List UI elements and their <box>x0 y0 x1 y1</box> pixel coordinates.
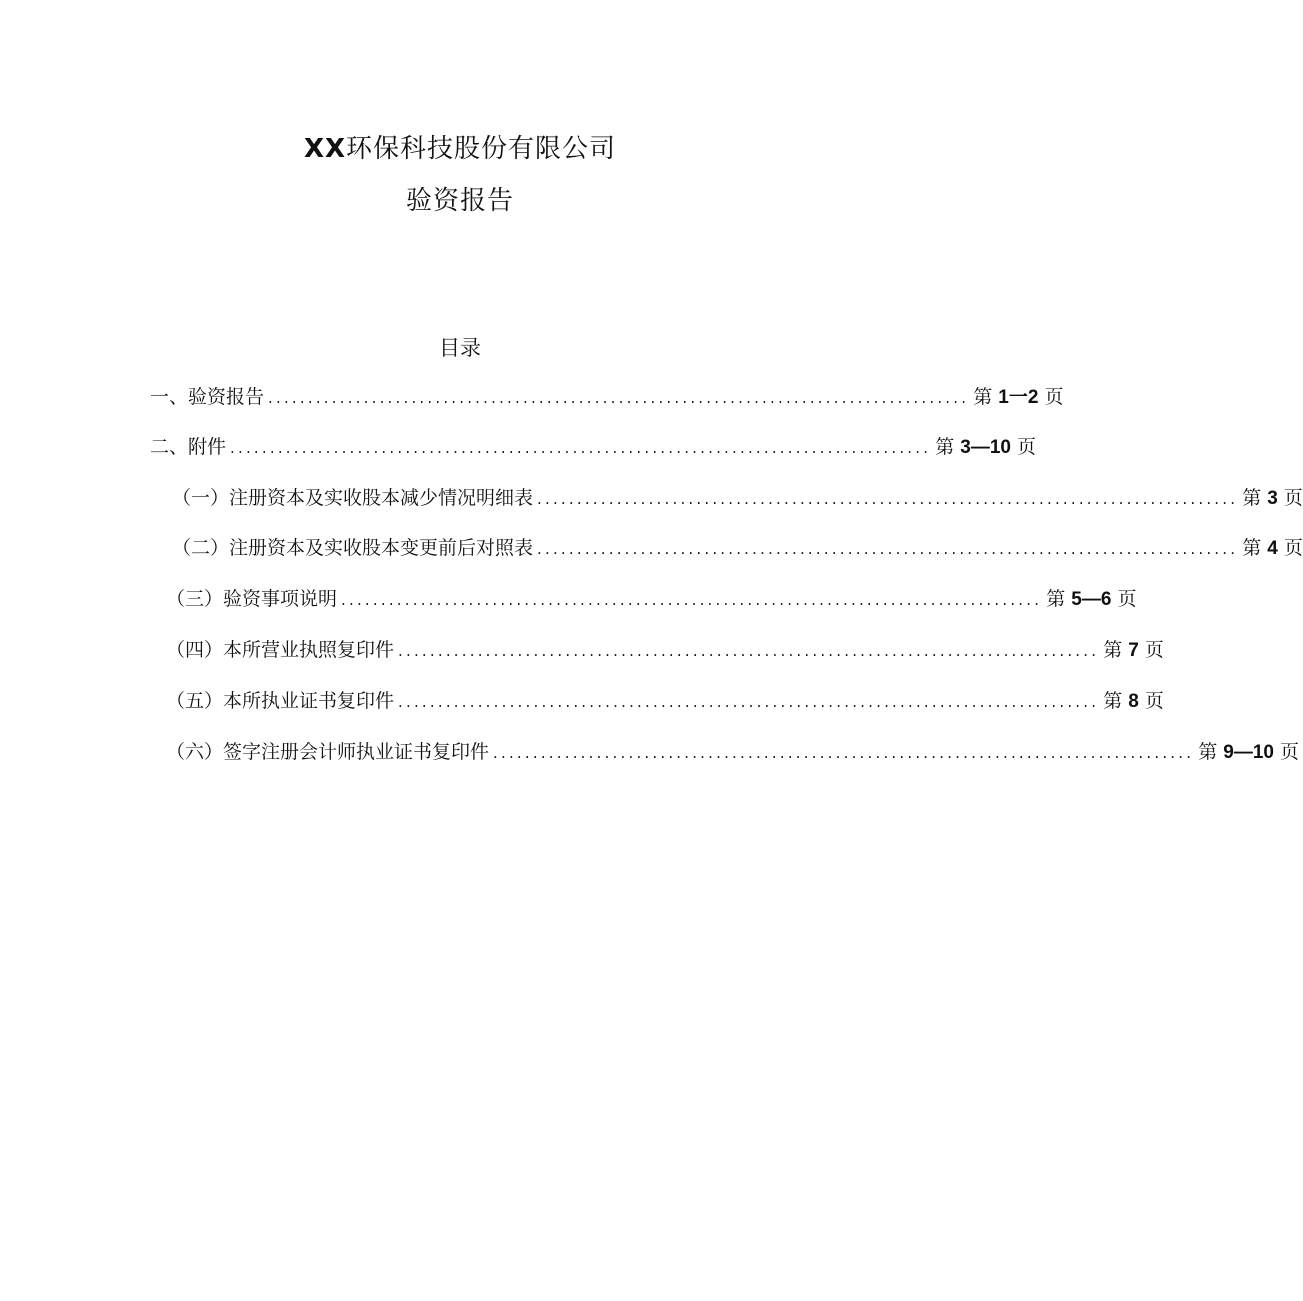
toc-leader-dots: ........................................................................................ <box>537 540 1239 558</box>
report-title: 验资报告 <box>405 186 514 216</box>
toc-entry-page: 第 9—10 页 <box>1198 741 1300 763</box>
toc-entry-label: （六）签字注册会计师执业证书复印件 <box>166 741 490 763</box>
toc-entry-label: （二）注册资本及实收股本变更前后对照表 <box>172 537 534 559</box>
toc-leader-dots: ........................................................................................ <box>537 490 1239 508</box>
toc-entry-page: 第 4 页 <box>1242 537 1303 559</box>
toc-entry <box>172 533 1303 561</box>
company-title-name: 环保科技股份有限公司 <box>346 134 617 164</box>
toc-leader-dots: ........................................................................................ <box>230 439 932 457</box>
toc-leader-dots: ........................................................................................ <box>268 389 970 407</box>
company-title-prefix: XX <box>303 134 347 164</box>
toc-entry-label: （四）本所营业执照复印件 <box>166 639 395 661</box>
toc-entry-label: （五）本所执业证书复印件 <box>166 690 395 712</box>
toc-leader-dots: ........................................................................................ <box>493 744 1195 762</box>
toc-entry-page: 第 7 页 <box>1103 639 1164 661</box>
toc-heading: 目录 <box>439 336 481 360</box>
toc-leader-dots: ........................................................................................ <box>398 642 1100 660</box>
toc-entry <box>166 635 1164 663</box>
toc-entry <box>150 432 1037 460</box>
toc-entry <box>150 382 1064 410</box>
toc-leader-dots: ........................................................................................ <box>398 693 1100 711</box>
toc-entry-page: 第 5—6 页 <box>1046 588 1137 610</box>
toc-entry-label: （三）验资事项说明 <box>166 588 338 610</box>
toc-entry-page: 第 1一2 页 <box>973 386 1064 408</box>
toc-leader-dots: ........................................................................................ <box>341 591 1043 609</box>
toc-entry-page: 第 8 页 <box>1103 690 1164 712</box>
toc-entry <box>166 686 1164 714</box>
toc-entry <box>166 584 1137 612</box>
toc-entry-label: （一）注册资本及实收股本减少情况明细表 <box>172 487 534 509</box>
toc-entry-page: 第 3 页 <box>1242 487 1303 509</box>
toc-entry-label: 二、附件 <box>150 436 227 458</box>
toc-entry-page: 第 3—10 页 <box>935 436 1037 458</box>
toc-entry-label: 一、验资报告 <box>150 386 265 408</box>
company-title <box>0 128 920 165</box>
toc-entry <box>166 737 1300 765</box>
toc-entry <box>172 483 1303 511</box>
